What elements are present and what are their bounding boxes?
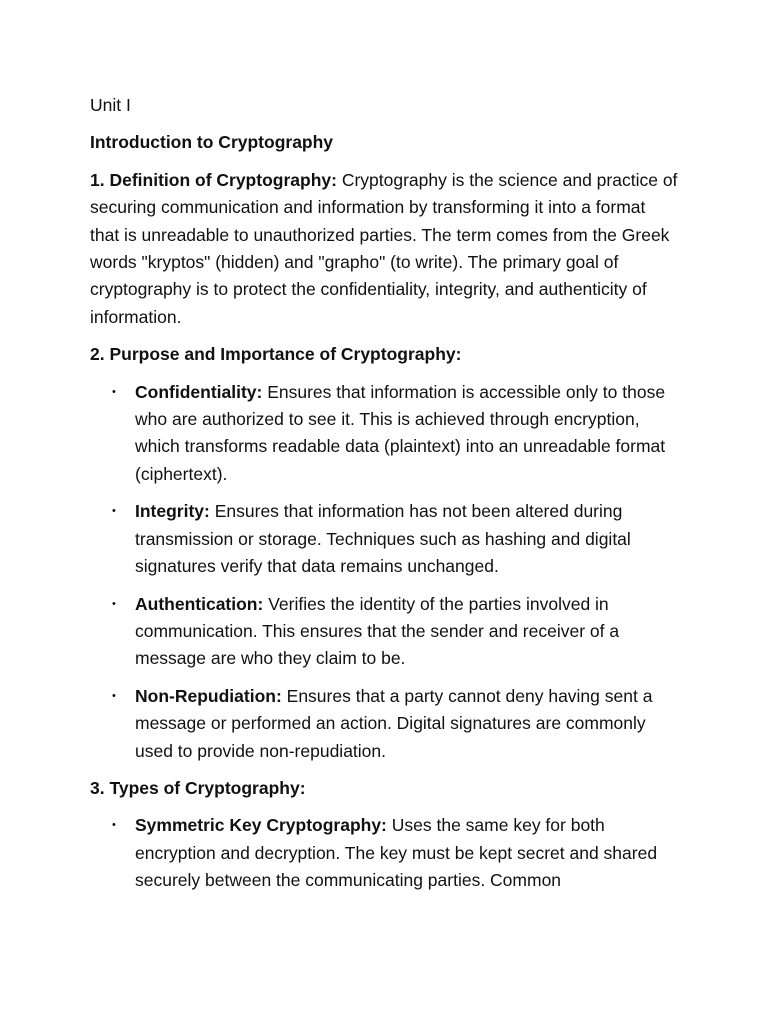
item-label: Confidentiality: — [135, 381, 263, 402]
bullet-icon: • — [112, 385, 116, 398]
bullet-icon: • — [112, 505, 116, 518]
types-heading: 3. Types of Cryptography: — [90, 777, 306, 798]
definition-paragraph — [90, 167, 678, 331]
item-label: Authentication: — [135, 593, 264, 614]
item-text: Ensures that information is accessible only to those who are authorized to see it. This is achieved through encryption, which transforms readable data (plaintext) into an unreadable format (ciphertext). — [135, 381, 666, 484]
list-item — [90, 591, 678, 673]
list-item — [90, 379, 678, 489]
bullet-icon: • — [112, 689, 116, 702]
purpose-heading: 2. Purpose and Importance of Cryptography: — [90, 344, 462, 365]
bullet-icon: • — [112, 819, 116, 832]
item-text: Uses the same key for both encryption and decryption. The key must be kept secret and shared securely between the communicating parties. Common — [135, 815, 658, 891]
definition-text: Cryptography is the science and practice of securing communication and information by transforming it into a format that is unreadable to unauthorized parties. The term comes from the Greek words "kryptos" (hidden) and "grapho" (to write). The primary goal of cryptography is to protect the confidentiality, integrity, and authenticity of information. — [90, 169, 678, 327]
unit-label: Unit I — [90, 95, 131, 115]
item-text: Verifies the identity of the parties involved in communication. This ensures that the sender and receiver of a message are who they claim to be. — [135, 593, 620, 669]
list-item — [90, 498, 678, 580]
item-text: Ensures that a party cannot deny having sent a message or performed an action. Digital signatures are commonly used to provide non-repudiation. — [135, 685, 653, 761]
document-title: Introduction to Cryptography — [90, 132, 334, 153]
bullet-icon: • — [112, 597, 116, 610]
item-label: Symmetric Key Cryptography: — [135, 815, 387, 836]
item-label: Non-Repudiation: — [135, 685, 282, 706]
document-body — [90, 92, 678, 905]
item-label: Integrity: — [135, 501, 210, 522]
definition-label: 1. Definition of Cryptography: — [90, 169, 337, 190]
types-list — [90, 812, 678, 894]
purpose-list — [90, 379, 678, 765]
list-item — [90, 683, 678, 765]
item-text: Ensures that information has not been altered during transmission or storage. Techniques such as hashing and digital signatures verify that data remains unchanged. — [135, 501, 631, 577]
list-item — [90, 812, 678, 894]
